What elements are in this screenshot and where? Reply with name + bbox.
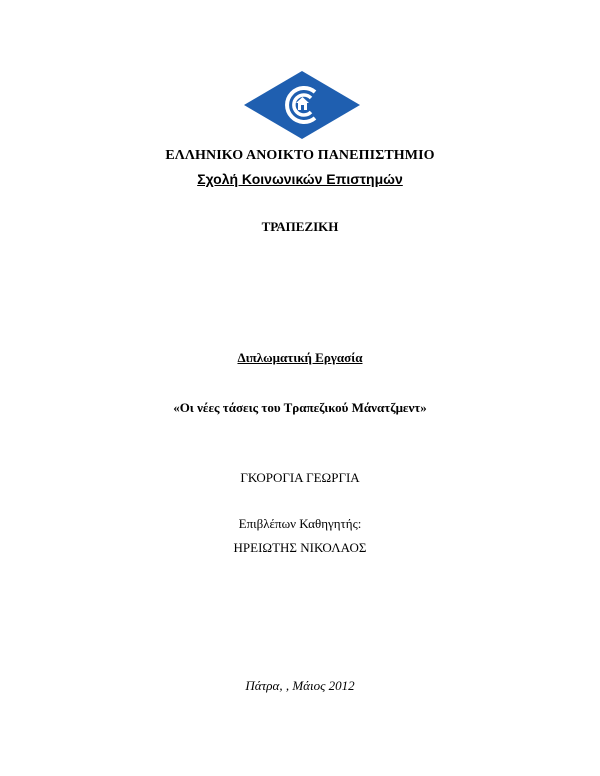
author-name: ΓΚΟΡΟΓΙΑ ΓΕΩΡΓΙΑ xyxy=(240,470,360,485)
place-date: Πάτρα, , Μάιος 2012 xyxy=(245,678,355,693)
thesis-title: «Οι νέες τάσεις του Τραπεζικού Μάνατζμεντ» xyxy=(173,400,427,415)
thesis-type: Διπλωματική Εργασία xyxy=(237,350,363,365)
school-name: Σχολή Κοινωνικών Επιστημών xyxy=(197,171,403,187)
university-name: ΕΛΛΗΝΙΚΟ ΑΝΟΙΚΤΟ ΠΑΝΕΠΙΣΤΗΜΙΟ xyxy=(165,148,435,163)
university-logo-icon xyxy=(243,70,361,140)
program-name: ΤΡΑΠΕΖΙΚΗ xyxy=(261,219,339,234)
supervisor-name: ΗΡΕΙΩΤΗΣ ΝΙΚΟΛΑΟΣ xyxy=(233,540,367,555)
supervisor-label: Επιβλέπων Καθηγητής: xyxy=(238,516,362,531)
